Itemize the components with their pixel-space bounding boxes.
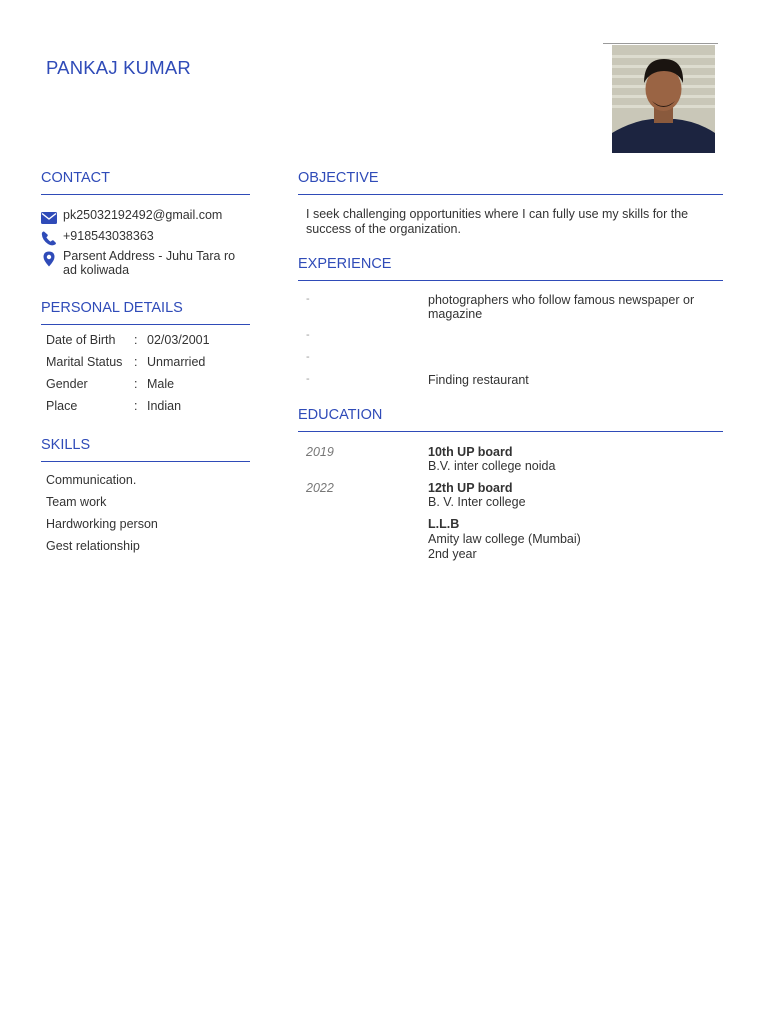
- skill-item: Team work: [46, 495, 107, 509]
- experience-item-line1: Finding restaurant: [428, 373, 529, 387]
- candidate-name: PANKAJ KUMAR: [46, 57, 191, 78]
- objective-divider: [298, 194, 723, 195]
- experience-bullet: -: [306, 373, 310, 385]
- experience-bullet: -: [306, 293, 310, 305]
- education-institution: B.V. inter college noida: [428, 459, 556, 473]
- experience-divider: [298, 280, 723, 281]
- education-degree: L.L.B: [428, 517, 460, 531]
- education-year: 2019: [306, 445, 334, 459]
- marital-status-value: Unmarried: [147, 355, 206, 369]
- gender-colon: :: [134, 377, 138, 391]
- contact-phone[interactable]: +918543038363: [63, 229, 154, 243]
- dob-colon: :: [134, 333, 138, 347]
- profile-photo-image: [612, 45, 715, 153]
- education-note: 2nd year: [428, 547, 477, 561]
- contact-divider: [41, 194, 250, 195]
- skill-item: Communication.: [46, 473, 137, 487]
- marital-status-colon: :: [134, 355, 138, 369]
- contact-address-line2: ad koliwada: [63, 263, 130, 277]
- objective-text-line1: I seek challenging opportunities where I can fully use my skills for the: [306, 207, 689, 221]
- education-heading: EDUCATION: [298, 407, 383, 423]
- education-institution: B. V. Inter college: [428, 495, 526, 509]
- skill-item: Hardworking person: [46, 517, 158, 531]
- contact-address-line1: Parsent Address - Juhu Tara ro: [63, 249, 236, 263]
- phone-icon: [41, 231, 57, 246]
- education-year: 2022: [306, 481, 334, 495]
- skills-divider: [41, 461, 250, 462]
- dob-value: 02/03/2001: [147, 333, 210, 347]
- location-pin-icon: [43, 251, 55, 267]
- experience-item-line2: magazine: [428, 307, 483, 321]
- education-degree: 12th UP board: [428, 481, 513, 495]
- contact-heading: CONTACT: [41, 170, 111, 186]
- place-label: Place: [46, 399, 78, 413]
- skill-item: Gest relationship: [46, 539, 140, 553]
- objective-text-line2: success of the organization.: [306, 222, 461, 236]
- education-institution: Amity law college (Mumbai): [428, 532, 581, 546]
- personal-details-heading: PERSONAL DETAILS: [41, 300, 183, 316]
- objective-heading: OBJECTIVE: [298, 170, 379, 186]
- photo-top-rule: [603, 43, 718, 44]
- dob-label: Date of Birth: [46, 333, 116, 347]
- experience-bullet: -: [306, 329, 310, 341]
- marital-status-label: Marital Status: [46, 355, 123, 369]
- envelope-icon: [41, 212, 57, 224]
- contact-email[interactable]: pk25032192492@gmail.com: [63, 208, 223, 222]
- personal-details-divider: [41, 324, 250, 325]
- experience-item-line1: photographers who follow famous newspaper or: [428, 293, 695, 307]
- education-divider: [298, 431, 723, 432]
- experience-bullet: -: [306, 351, 310, 363]
- gender-value: Male: [147, 377, 175, 391]
- place-value: Indian: [147, 399, 182, 413]
- gender-label: Gender: [46, 377, 88, 391]
- experience-heading: EXPERIENCE: [298, 256, 392, 272]
- education-degree: 10th UP board: [428, 445, 513, 459]
- skills-heading: SKILLS: [41, 437, 91, 453]
- place-colon: :: [134, 399, 138, 413]
- profile-photo: [603, 43, 718, 153]
